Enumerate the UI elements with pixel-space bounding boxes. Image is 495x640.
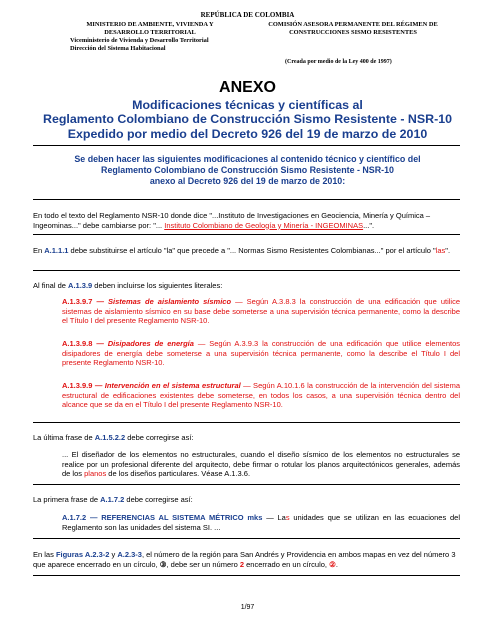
divider [33,422,460,423]
item-code: A.1.3.9.8 [62,339,93,348]
paragraph-a139 [33,281,460,291]
commission-name [253,21,453,36]
circled-three-icon: ③ [159,559,167,569]
figure-ref: A.2.3-3 [117,550,142,559]
text-span: debe corregirse así: [124,495,193,504]
text-span: . [335,559,338,569]
section-ref: A.1.7.2 — REFERENCIAS AL SISTEMA MÉTRICO mks [62,513,263,522]
ministry-name [70,21,230,36]
section-ref: A.1.7.2 [100,495,125,504]
intro-line-1: Se deben hacer las siguientes modificaciones al contenido técnico y científico del [74,154,421,164]
text-span: , el número de la región para San Andrés y Providencia en ambos mapas en vez del número 3 que aparece encerrado en un círculo, [33,550,456,569]
text-span: ...". [363,220,375,230]
item-title: — Sistemas de aislamiento sísmico [92,297,232,306]
text-span: La última frase de [33,433,95,442]
divider [33,270,460,271]
text-span: En todo el texto del Reglamento NSR-10 donde dice "...Instituto de Investigaciones en Geociencia, Minería y Química – Ingeominas..." debe cambiarse por: "... [33,211,431,230]
item-text: — Según A.3.9.3 la construcción de una edificación que utilice elementos disipadores de energía debe someterse a una supervisión técnica permanente, como la describe el Título I del presente Reglamento NSR-10. [62,339,460,368]
paragraph-a111 [33,246,460,256]
section-ref: A.1.1.1 [44,246,69,255]
text-span: En las [33,550,56,559]
direction-line: Dirección del Sistema Habitacional [70,44,166,52]
circled-two-icon: ② [329,559,336,569]
text-span: de los diseños particulares. Véase A.1.3.6. [106,469,251,479]
replacement-text: las [435,246,446,255]
ministry-line-2: DESARROLLO TERRITORIAL [104,28,196,36]
text-span: , debe ser un número [166,559,240,569]
paragraph-figures [33,550,460,569]
annex-subtitle-line-3: Expedido por medio del Decreto 926 del 19 de marzo de 2010 [67,126,428,141]
intro-block [0,154,495,187]
item-a1397 [62,297,460,326]
text-span: Al final de [33,281,69,290]
item-a1398 [62,339,460,368]
text-span: En [33,246,45,255]
text-span: debe corregirse así: [125,433,194,442]
intro-line-3: anexo al Decreto 926 del 19 de marzo de 2010: [149,176,346,186]
item-text: — Según A.10.1.6 la construcción de la intervención del sistema estructural de edificaciones existentes debe someterse, en todos los casos, a una supervisión técnica dentro del alcance que se da en el Título I del presente Reglamento NSR-10. [62,381,460,410]
item-title: — Disipadores de energía [92,339,194,348]
replacement-text: s [285,513,290,522]
commission-law-note: (Creada por medio de la Ley 400 de 1997) [285,59,392,65]
text-span: La primera frase de [33,495,101,504]
annex-title: ANEXO [219,79,276,96]
text-span: y [109,550,118,559]
annex-subtitle-block [0,98,495,141]
text-span: unidades que se utilizan en las ecuaciones del Reglamento son las unidades del sistema SI. ... [62,513,460,532]
ministry-subunits [70,37,230,52]
figure-ref: Figuras A.2.3-2 [55,550,110,559]
section-ref: A.1.3.9 [68,281,93,290]
item-title: — Intervención en el sistema estructural [92,381,241,390]
paragraph-a172 [33,495,460,505]
annex-subtitle-line-1: Modificaciones técnicas y científicas al [132,98,363,112]
commission-line-1: COMISIÓN ASESORA PERMANENTE DEL RÉGIMEN DE [268,21,438,28]
text-span: debe substituirse el artículo "la" que precede a "... Normas Sismo Resistentes Colombianas..." por el artículo " [68,246,436,255]
divider [33,145,460,146]
section-ref: A.1.5.2.2 [94,433,126,442]
text-span: deben incluirse los siguientes literales: [92,281,223,290]
divider [33,234,460,235]
paragraph-a1522 [33,433,460,443]
item-text: — Según A.3.8.3 la construcción de una edificación que utilice sistemas de aislamiento sísmico en su base debe someterse a una supervisión técnica permanente, como la describe el Título I del presente Reglamento NSR-10. [62,297,460,326]
page-number: 1/97 [240,604,255,611]
divider [33,538,460,539]
replacement-text: planos [84,469,107,479]
divider [33,484,460,485]
intro-line-2: Reglamento Colombiano de Construcción Sismo Resistente - NSR-10 [101,165,394,175]
replacement-text: Instituto Colombiano de Geología y Minería - INGEOMINAS [164,220,364,230]
text-span: ". [445,246,451,255]
ministry-line-1: MINISTERIO DE AMBIENTE, VIVIENDA Y [86,21,214,28]
republic-heading: REPÚBLICA DE COLOMBIA [200,11,295,19]
text-span: encerrado en un círculo, [244,559,330,569]
divider [33,575,460,576]
paragraph-ingeominas [33,211,460,230]
viceministry-line: Viceministerio de Vivienda y Desarrollo Territorial [70,37,209,44]
quote-a1522 [62,450,460,479]
text-span: — La [262,513,286,522]
item-a1399 [62,381,460,410]
divider [33,199,460,200]
annex-subtitle-line-2: Reglamento Colombiano de Construcción Sismo Resistente - NSR-10 [43,112,452,127]
commission-line-2: CONSTRUCCIONES SISMO RESISTENTES [289,28,417,36]
quote-a172 [62,513,460,532]
item-code: A.1.3.9.9 [62,381,93,390]
replacement-text: 2 [239,559,245,569]
text-span: ... El diseñador de los elementos no estructurales, cuando el diseño sísmico de los elementos no estructurales se realice por un profesional diferente del arquitecto, debe firmar o rotular los planos arquitectónicos generales, además de los [62,450,460,479]
item-code: A.1.3.9.7 [62,297,93,306]
